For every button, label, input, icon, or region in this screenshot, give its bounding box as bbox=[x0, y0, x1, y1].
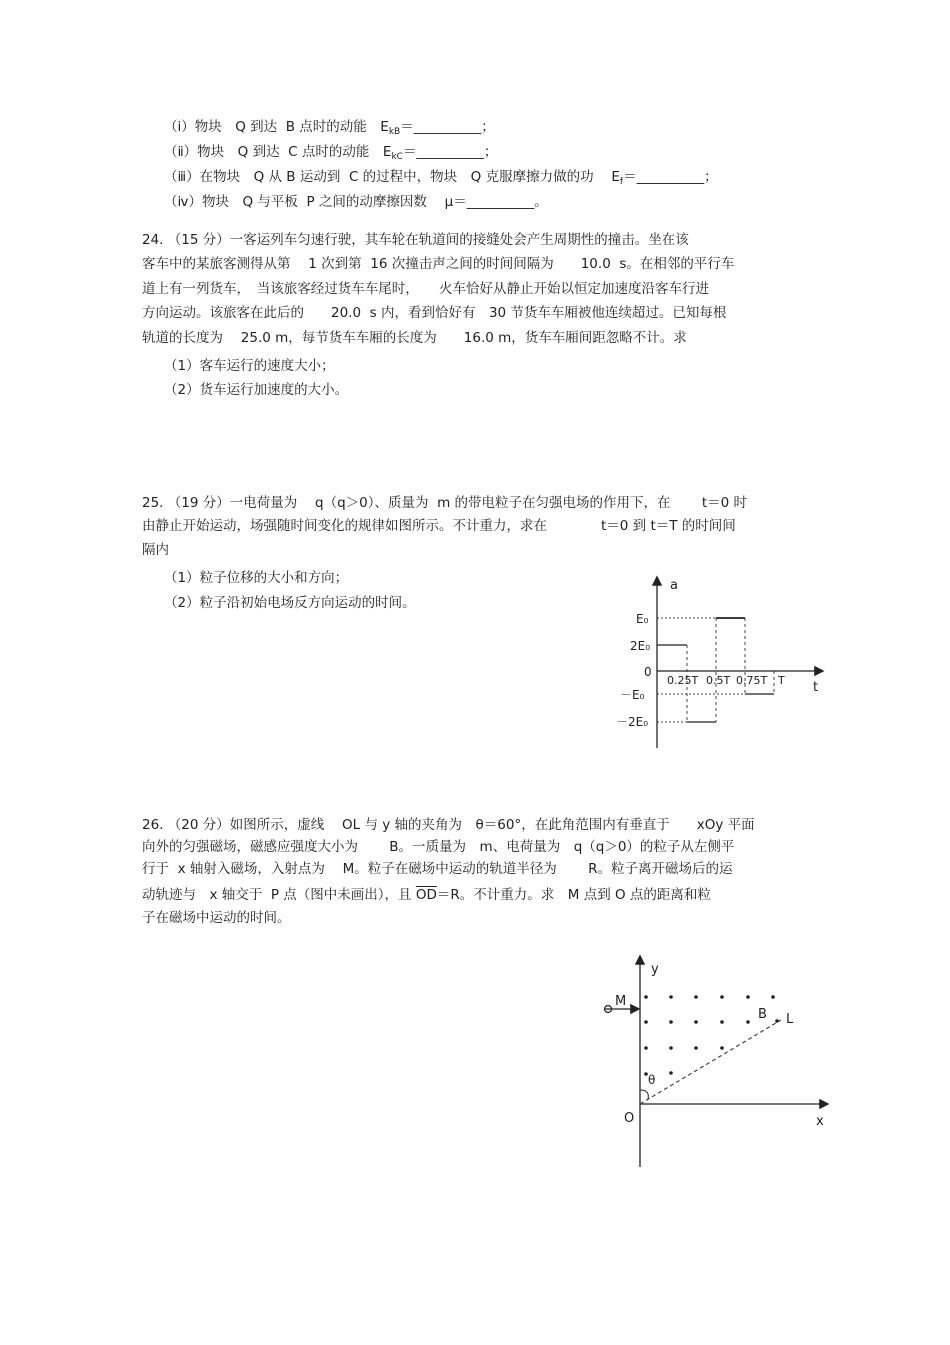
x-tick-label: T bbox=[778, 674, 785, 687]
y-label-zero: 0 bbox=[644, 665, 652, 679]
x-tick-label: 0.75T bbox=[736, 674, 768, 687]
x-axis-label: x bbox=[816, 1114, 824, 1129]
angle-arc bbox=[640, 1090, 648, 1099]
field-b-label: B bbox=[758, 1007, 767, 1022]
q26-line: 子在磁场中运动的时间。 bbox=[142, 910, 291, 926]
q26-line: 行于 x 轴射入磁场，入射点为 M。粒子在磁场中运动的轨道半径为 R。粒子离开磁场后的运 bbox=[142, 861, 733, 877]
q24-subquestion-2: （2）货车运行加速度的大小。 bbox=[164, 382, 349, 398]
q24-line: 道上有一列货车， 当该旅客经过货车车尾时， 火车恰好从静止开始以恒定加速度沿客车行进 bbox=[142, 281, 709, 297]
q26-line: 向外的匀强磁场，磁感应强度大小为 B。一质量为 m、电荷量为 q（q＞0）的粒子从左侧平 bbox=[142, 839, 735, 855]
q24-line: 24. （15 分）一客运列车匀速行驶，其车轮在轨道间的接缝处会产生周期性的撞击。坐在该 bbox=[142, 232, 689, 248]
line-l-label: L bbox=[786, 1012, 794, 1027]
y-label-neg-e0: －E₀ bbox=[620, 688, 645, 702]
q24-line: 客车中的某旅客测得从第 1 次到第 16 次撞击声之间的时间间隔为 10.0 s。在相邻的平行车 bbox=[142, 256, 735, 272]
q23-item-i: （ⅰ）物块 Q 到达 B 点时的动能 $E_{kB}=\_\_\_\_\_\_\_\_\_\_$； bbox=[164, 119, 495, 137]
x-tick-label: 0.5T bbox=[706, 674, 731, 687]
y-label-neg-2e0: －2E₀ bbox=[616, 715, 649, 729]
od-segment: $\overline{OD}$ bbox=[415, 887, 437, 903]
q25-line: 25. （19 分）一电荷量为 q（q＞0）、质量为 m 的带电粒子在匀强电场的作用下，在 t＝0 时 bbox=[142, 495, 747, 511]
q25-subquestion-2: （2）粒子沿初始电场反方向运动的时间。 bbox=[164, 595, 416, 611]
q23-item-ii: （ⅱ）物块 Q 到达 C 点时的动能 $E_{kC}=\_\_\_\_\_\_\_\_\_\_$； bbox=[164, 144, 498, 162]
q26-line: 26. （20 分）如图所示，虚线 OL 与 y 轴的夹角为 θ＝60°，在此角范围内有垂直于 xOy 平面 bbox=[142, 817, 755, 833]
q25-field-graph bbox=[600, 570, 840, 755]
line-ol bbox=[640, 1020, 781, 1104]
x-axis-label: t bbox=[813, 680, 819, 695]
y-label-e0: E₀ bbox=[636, 612, 649, 626]
q25-subquestion-1: （1）粒子位移的大小和方向； bbox=[164, 570, 349, 586]
q25-line: 隔内 bbox=[142, 542, 169, 558]
q23-item-iv: （ⅳ）物块 Q 与平板 P 之间的动摩擦因数 μ＝__________。 bbox=[164, 194, 548, 210]
q26-line: 动轨迹与 x 轴交于 P 点（图中未画出），且 $\overline{OD}=R$。不计重力。求 M 点到 O 点的距离和粒 bbox=[142, 887, 711, 903]
y-axis-label: a bbox=[670, 578, 678, 593]
q25-line: 由静止开始运动，场强随时间变化的规律如图所示。不计重力，求在 t＝0 到 t＝T 的时间间 bbox=[142, 518, 736, 534]
origin-label: O bbox=[624, 1111, 635, 1126]
q24-line: 方向运动。该旅客在此后的 20.0 s 内，看到恰好有 30 节货车车厢被他连续超过。已知每根 bbox=[142, 305, 727, 321]
theta-label: θ bbox=[648, 1073, 656, 1087]
point-m-label: M bbox=[615, 994, 627, 1009]
y-axis-label: y bbox=[651, 962, 659, 977]
y-label-2e0: 2E₀ bbox=[630, 639, 651, 653]
q24-subquestion-1: （1）客车运行的速度大小； bbox=[164, 358, 335, 374]
q23-item-iii: （ⅲ）在物块 Q 从 B 运动到 C 的过程中，物块 Q 克服摩擦力做的功 $E_f=\_\_\_\_\_\_\_\_\_\_$； bbox=[164, 169, 718, 187]
q26-magnetic-field-figure bbox=[595, 952, 840, 1177]
q24-line: 轨道的长度为 25.0 m，每节货车车厢的长度为 16.0 m，货车车厢间距忽略不计。求 bbox=[142, 330, 687, 346]
x-tick-label: 0.25T bbox=[667, 674, 699, 687]
